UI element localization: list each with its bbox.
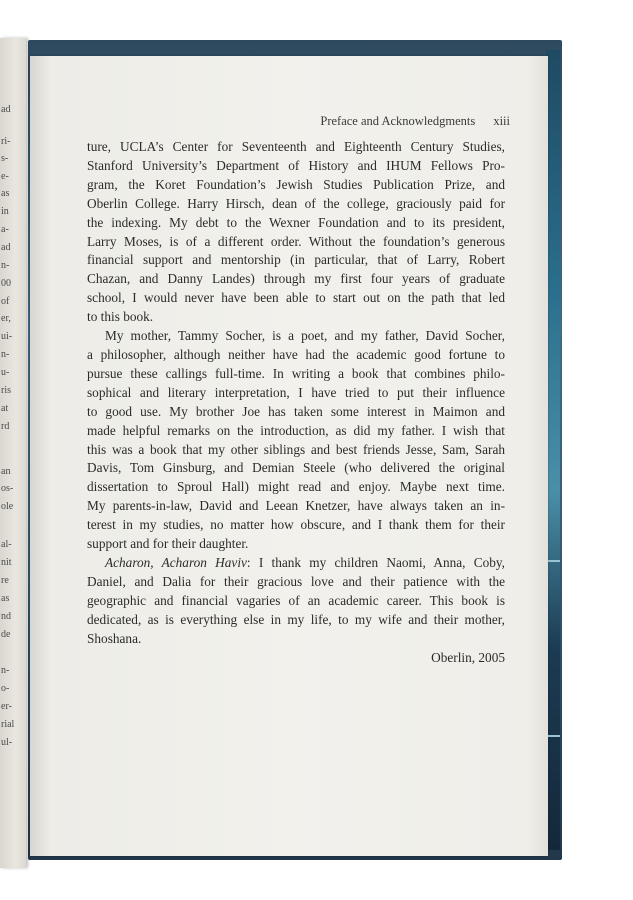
- left-page-text-fragment: ui-: [1, 331, 13, 342]
- paragraph-2: [87, 327, 505, 554]
- left-page-text-fragment: er,: [1, 313, 11, 324]
- text-line: sophical and literary interpretation, I have tried to put their influence: [87, 384, 505, 400]
- text-line: My parents-in-law, David and Leean Knetzer, have always taken an in-: [87, 498, 505, 514]
- left-page-text-fragment: ris: [1, 385, 11, 396]
- text-line: support and for their daughter.: [87, 536, 249, 552]
- text-line: geographic and financial vagaries of an academic career. This book is: [87, 592, 505, 608]
- left-page-text-fragment: er-: [1, 701, 12, 712]
- left-page-text-fragment: nit: [1, 557, 12, 568]
- left-page-text-fragment: n-: [1, 260, 10, 271]
- paragraph-1: [87, 138, 505, 327]
- text-line: [87, 554, 505, 573]
- text-line: pursue these callings full-time. In writing a book that combines philo-: [87, 365, 505, 381]
- text-line: ture, UCLA’s Center for Seventeenth and Eighteenth Century Studies,: [87, 139, 505, 154]
- text-line: Oberlin College. Harry Hirsch, dean of the college, graciously paid for: [87, 195, 505, 211]
- text-line: dedicated, as is everything else in my life, to my wife and their mother,: [87, 611, 505, 627]
- text-line: to this book.: [87, 309, 154, 325]
- text-line: school, I would never have been able to start out on the path that led: [87, 290, 505, 306]
- running-head-title: Preface and Acknowledgments: [320, 114, 476, 128]
- text-line: Davis, Tom Ginsburg, and Demian Steele (who delivered the original: [87, 460, 505, 476]
- left-page-text-fragment: ri-: [1, 136, 11, 147]
- left-page-text-fragment: n-: [1, 665, 10, 676]
- italic-lead: Acharon, Acharon Haviv: [105, 554, 247, 570]
- left-page-text-fragment: e-: [1, 171, 9, 182]
- left-page-text-fragment: s-: [1, 153, 9, 164]
- left-page-text-fragment: an: [1, 466, 11, 477]
- text-line: dissertation to Sproul Hall) might read and enjoy. Maybe next time.: [87, 479, 505, 495]
- text-line: Shoshana.: [87, 630, 142, 646]
- left-page-text-fragment: o-: [1, 683, 10, 694]
- left-page-text-fragment: al-: [1, 539, 12, 550]
- left-page-text-fragment: rial: [1, 719, 15, 730]
- text-segment: : I thank my children Naomi, Anna, Coby,: [246, 554, 505, 570]
- left-page-text-fragment: in: [1, 206, 9, 217]
- book-page: [30, 56, 548, 856]
- cover-accent-line: [546, 735, 560, 737]
- text-line: gram, the Koret Foundation’s Jewish Studies Publication Prize, and: [87, 176, 505, 192]
- text-line: made helpful remarks on the introduction, as did my father. I wish that: [87, 422, 505, 438]
- left-page-text-fragment: as: [1, 188, 10, 199]
- left-page-text-fragment: n-: [1, 349, 10, 360]
- left-page-text-fragment: de: [1, 629, 11, 640]
- cover-spine-edge: [546, 50, 560, 850]
- left-page-text-fragment: u-: [1, 367, 10, 378]
- left-page-text-fragment: os-: [1, 483, 14, 494]
- text-line: the indexing. My debt to the Wexner Foundation and to its president,: [87, 214, 505, 230]
- previous-page-edge: [0, 38, 26, 868]
- text-line: financial support and mentorship (in particular, that of Larry, Robert: [87, 252, 505, 268]
- left-page-text-fragment: nd: [1, 611, 11, 622]
- left-page-text-fragment: ad: [1, 104, 11, 115]
- text-line: this was a book that my other siblings and best friends Jesse, Sam, Sarah: [87, 441, 505, 457]
- left-page-text-fragment: of: [1, 296, 10, 307]
- body-text: [87, 138, 505, 668]
- running-head: [320, 114, 510, 129]
- left-page-text-fragment: ad: [1, 242, 11, 253]
- text-line: My mother, Tammy Socher, is a poet, and my father, David Socher,: [105, 328, 505, 344]
- text-line: Daniel, and Dalia for their gracious love and their patience with the: [87, 573, 505, 589]
- left-page-text-fragment: a-: [1, 224, 9, 235]
- signature-place-date: Oberlin, 2005: [431, 650, 505, 666]
- left-page-text-fragment: ole: [1, 501, 14, 512]
- left-page-text-fragment: 00: [1, 278, 11, 289]
- left-page-text-fragment: as: [1, 593, 10, 604]
- text-line: a philosopher, although neither have had the academic good fortune to: [87, 346, 505, 362]
- left-page-text-fragment: rd: [1, 421, 10, 432]
- text-line: Chazan, and Danny Landes) through my first four years of graduate: [87, 271, 505, 287]
- cover-accent-line: [546, 560, 560, 562]
- text-line: Stanford University’s Department of History and IHUM Fellows Pro-: [87, 157, 505, 173]
- left-page-text-fragment: re: [1, 575, 9, 586]
- text-line: Larry Moses, is of a different order. Without the foundation’s generous: [87, 233, 505, 249]
- left-page-text-fragment: at: [1, 403, 9, 414]
- text-line: terest in my studies, no matter how obscure, and I thank them for their: [87, 517, 505, 533]
- text-line: to good use. My brother Joe has taken some interest in Maimon and: [87, 403, 505, 419]
- paragraph-3: [87, 554, 505, 649]
- left-page-text-fragment: ul-: [1, 737, 13, 748]
- page-number: xiii: [493, 114, 510, 128]
